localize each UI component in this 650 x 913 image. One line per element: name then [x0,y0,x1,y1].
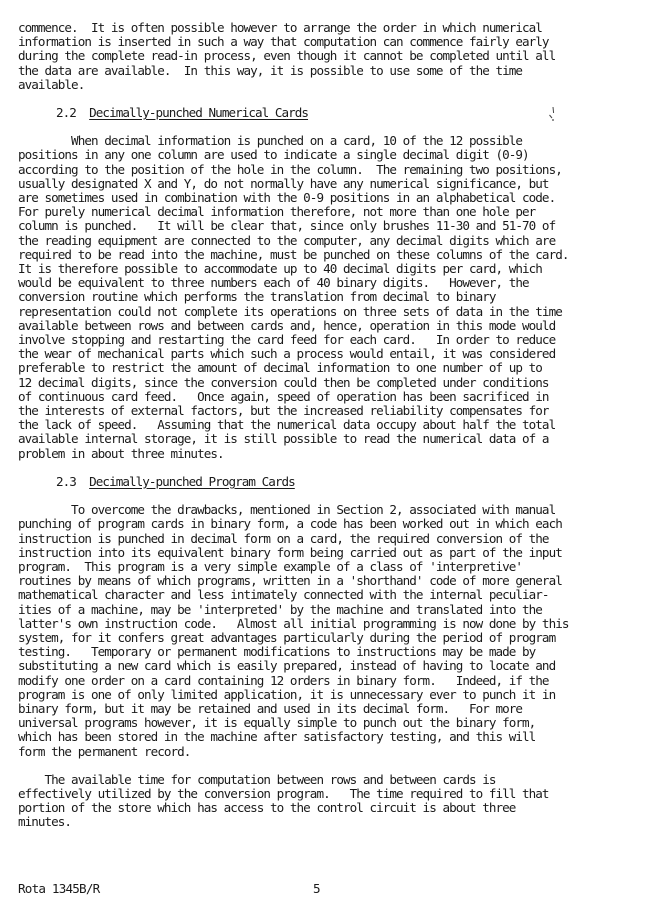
text-line: required to be read into the machine, must be punched on these columns of the card. [18,246,569,262]
text-line: testing. Temporary or permanent modifications to instructions may be made by [18,644,536,660]
text-line: To overcome the drawbacks, mentioned in Section 2, associated with manual [18,502,556,518]
text-line: column is punched. It will be clear that, since only brushes 11-30 and 51-70 of [18,218,556,234]
text-line: conversion routine which performs the translation from decimal to binary [18,289,496,305]
text-line: commence. It is often possible however to arrange the order in which numerical [18,20,542,35]
text-line: are sometimes used in combination with the 0-9 positions in an alphabetical code. [18,190,556,206]
text-line: during the complete read-in process, even though it cannot be completed until all [18,48,556,64]
text-line: involve stopping and restarting the card feed for each card. In order to reduce [18,332,556,348]
text-line: the reading equipment are connected to the computer, any decimal digits which are [18,232,556,248]
text-line: according to the position of the hole in the column. The remaining two positions, [18,161,562,177]
text-line: program is one of only limited application, it is unnecessary ever to punch it in [18,686,556,702]
text-line: routines by means of which programs, written in a 'shorthand' code of more general [18,573,562,589]
text-line: instruction into its equivalent binary form being carried out as part of the input [18,544,562,560]
paragraph-final [18,773,640,830]
text-line: 12 decimal digits, since the conversion could then be completed under conditions [18,374,549,390]
text-line: preferable to restrict the amount of decimal information to one number of up to [18,360,542,376]
text-line: of continuous card feed. Once again, speed of operation has been sacrificed in [18,388,549,404]
text-line: program. This program is a very simple example of a class of 'interpretive' [18,558,523,574]
text-line: available. [18,76,85,92]
document-reference: Rota 1345B/R [18,881,100,896]
tick-mark-icon [548,106,558,122]
text-line: available between rows and between cards and, hence, operation in this mode would [18,317,556,333]
text-line: would be equivalent to three numbers each of 40 binary digits. However, the [18,275,529,291]
text-line: latter's own instruction code. Almost all initial programming is now done by this [18,615,569,631]
text-line: instruction is punched in decimal form on a card, the required conversion of the [18,530,549,546]
section-number: 2.2 [56,105,76,121]
text-line: form the permanent record. [18,743,191,759]
paragraph-2-3 [18,503,640,759]
section-title: Decimally-punched Numerical Cards [89,105,309,121]
text-line: effectively utilized by the conversion program. The time required to fill that [18,785,549,801]
section-heading-2-2 [18,106,640,120]
paragraph-2-2 [18,134,640,461]
text-line: the interests of external factors, but the increased reliability compensates for [18,403,549,419]
text-line: For purely numerical decimal information therefore, not more than one hole per [18,204,536,220]
text-line: punching of program cards in binary form, a code has been worked out in which each [18,516,562,532]
text-line: information is inserted in such a way that computation can commence fairly early [18,34,549,50]
section-title: Decimally-punched Program Cards [89,473,295,489]
text-line: the wear of mechanical parts which such a process would entail, it was considered [18,346,556,362]
text-line: the data are available. In this way, it is possible to use some of the time [18,62,523,78]
text-line: minutes. [18,814,72,830]
text-line: the lack of speed. Assuming that the numerical data occupy about half the total [18,417,556,433]
paragraph-intro [18,21,640,92]
text-line: The available time for computation between rows and between cards is [18,771,496,787]
text-line: ities of a machine, may be 'interpreted' by the machine and translated into the [18,601,542,617]
text-line: problem in about three minutes. [18,445,224,461]
margin-pencil-mark [548,106,558,125]
text-line: substituting a new card which is easily prepared, instead of having to locate and [18,658,556,674]
text-line: binary form, but it may be retained and used in its decimal form. For more [18,700,523,716]
page-number: 5 [313,881,320,896]
text-line: system, for it confers great advantages particularly during the period of program [18,629,556,645]
section-heading-2-3 [18,475,640,489]
text-line: mathematical character and less intimately connected with the internal peculiar- [18,587,549,603]
text-line: universal programs however, it is equally simple to punch out the binary form, [18,715,536,731]
text-line: positions in any one column are used to indicate a single decimal digit (0-9) [18,147,529,163]
text-line: available internal storage, it is still possible to read the numerical data of a [18,431,549,447]
page-footer [18,881,638,897]
text-line: which has been stored in the machine after satisfactory testing, and this will [18,729,536,745]
section-number: 2.3 [56,473,76,489]
text-line: modify one order on a card containing 12 orders in binary form. Indeed, if the [18,672,549,688]
text-line: When decimal information is punched on a card, 10 of the 12 possible [18,133,523,149]
text-line: portion of the store which has access to the control circuit is about three [18,800,516,816]
text-line: usually designated X and Y, do not normally have any numerical significance, but [18,175,549,191]
text-line: representation could not complete its operations on three sets of data in the time [18,303,562,319]
text-line: It is therefore possible to accommodate up to 40 decimal digits per card, which [18,261,542,277]
